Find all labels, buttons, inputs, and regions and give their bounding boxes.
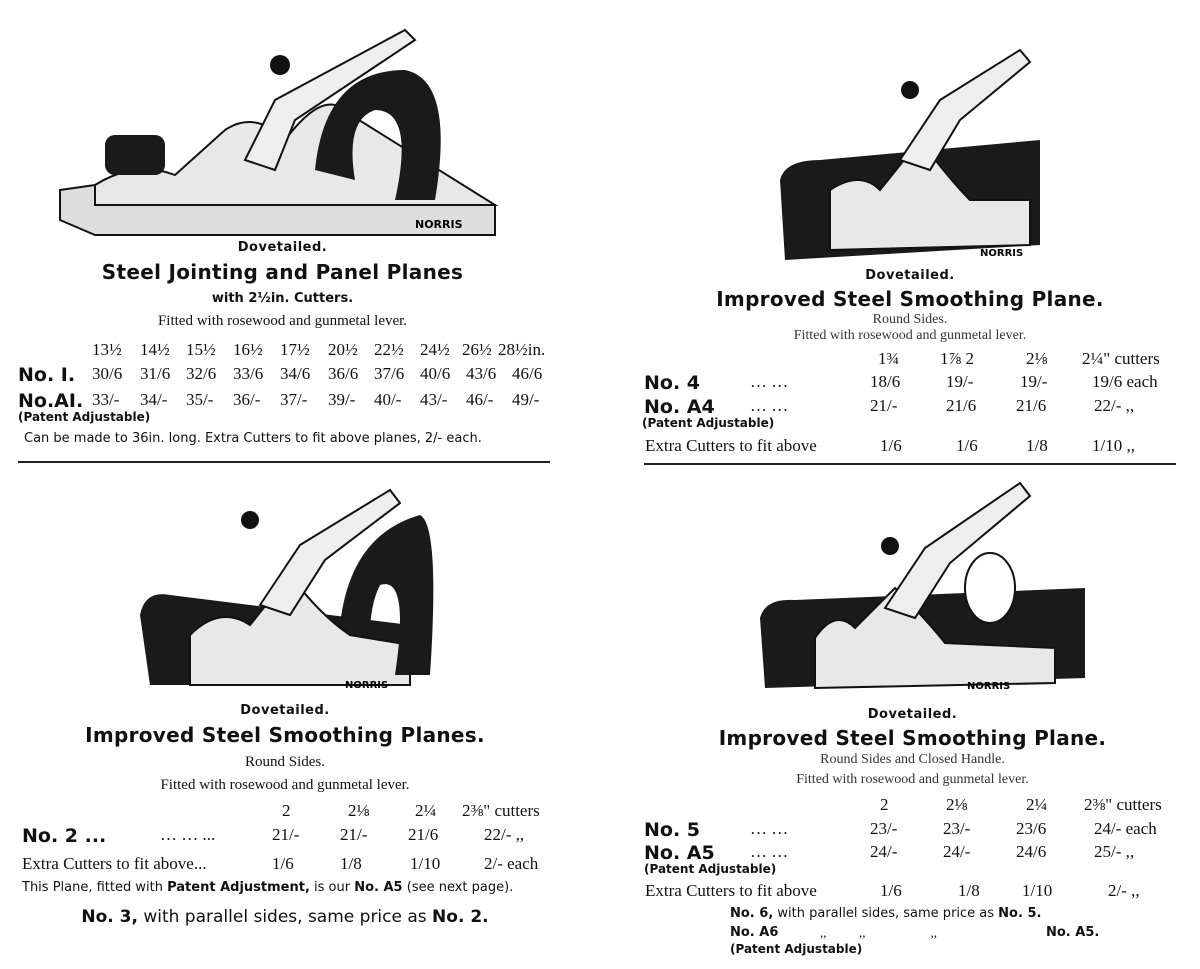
price: 1/6 [272, 854, 294, 873]
price: 23/- [943, 819, 971, 838]
row-label: No. A4 [644, 396, 715, 418]
a6-label: No. A6 [730, 925, 779, 940]
price: 23/- [870, 819, 898, 838]
price: 1/10 [410, 854, 441, 873]
row-dots: … … [750, 396, 789, 415]
price: 19/- [1020, 372, 1048, 391]
sides-note: Round Sides. [872, 312, 948, 327]
price: 43/6 [466, 364, 497, 383]
price: 34/- [140, 390, 168, 409]
note-text: This Plane, fitted with [22, 880, 168, 895]
note-ref: No. A5 [354, 880, 403, 895]
price: 40/6 [420, 364, 451, 383]
patent-note: (Patent Adjustable) [642, 416, 775, 430]
row-label: No.AI. [18, 390, 84, 412]
divider [644, 463, 1176, 465]
price: 1/6 [880, 436, 902, 455]
kicker: Dovetailed. [865, 268, 955, 283]
size: 24½ [420, 340, 450, 359]
svg-text:NORRIS: NORRIS [345, 680, 389, 691]
a6-ditto: ,, ,, ,, [820, 925, 937, 940]
size: 13½ [92, 340, 122, 359]
price: 33/- [92, 390, 120, 409]
price: 1/8 [1026, 436, 1048, 455]
a6-ref: No. A5. [1046, 925, 1100, 940]
price: 19/- [946, 372, 974, 391]
size: 22½ [374, 340, 404, 359]
size: 2⅜" cutters [462, 801, 540, 820]
kicker: Dovetailed. [237, 240, 328, 255]
note-text: with parallel sides, same price as [773, 906, 999, 921]
size: 2⅛ [1026, 349, 1048, 368]
size: 1¾ [878, 349, 900, 368]
row-dots: … … [750, 372, 789, 391]
size: 2⅛ [348, 801, 370, 820]
price: 1/8 [340, 854, 362, 873]
row-label: No. 5 [644, 819, 701, 841]
note-bold: No. 6, [730, 906, 774, 921]
fitted-note: Fitted with rosewood and gunmetal lever. [796, 772, 1029, 787]
price: 30/6 [92, 364, 123, 383]
price: 2/- ,, [1108, 881, 1140, 900]
size: 1⅞ 2 [940, 349, 974, 368]
brand-mark: NORRIS [415, 218, 463, 231]
price: 22/- ,, [484, 825, 525, 844]
row-label: Extra Cutters to fit above [645, 881, 817, 900]
size: 28½in. [498, 340, 546, 359]
section-title: Improved Steel Smoothing Planes. [85, 723, 485, 747]
price: 19/6 each [1092, 372, 1158, 391]
svg-text:NORRIS: NORRIS [967, 681, 1011, 692]
price: 43/- [420, 390, 448, 409]
patent-note: (Patent Adjustable) [18, 410, 151, 424]
size: 15½ [186, 340, 216, 359]
smoothing-plane-no5-illustration [755, 478, 1095, 698]
patent-note: (Patent Adjustable) [644, 862, 777, 876]
adjustment-note [22, 880, 513, 895]
size: 14½ [140, 340, 170, 359]
size: 2 [880, 795, 889, 814]
size: 2¼ [415, 801, 437, 820]
a6-patent-note: (Patent Adjustable) [730, 942, 863, 956]
size: 2⅛ [946, 795, 968, 814]
fitted-note: Fitted with rosewood and gunmetal lever. [160, 777, 410, 793]
smoothing-plane-no2-illustration [130, 475, 470, 695]
note-bold: No. 3, [81, 907, 138, 927]
price: 1/8 [958, 881, 980, 900]
price: 49/- [512, 390, 540, 409]
price: 34/6 [280, 364, 311, 383]
note-text: with parallel sides, same price as [137, 907, 433, 927]
row-label: No. 4 [644, 372, 701, 394]
row-dots: … … [750, 842, 789, 861]
row-dots: … … [750, 819, 789, 838]
smoothing-plane-no4-illustration [770, 40, 1050, 265]
fitted-note: Fitted with rosewood and gunmetal lever. [157, 313, 408, 329]
price: 25/- ,, [1094, 842, 1135, 861]
fitted-note: Fitted with rosewood and gunmetal lever. [793, 328, 1027, 343]
row-label: No. 2 ... [22, 825, 107, 847]
price: 35/- [186, 390, 214, 409]
price: 21/- [870, 396, 898, 415]
size: 2⅜" cutters [1084, 795, 1162, 814]
note-ref: No. 2. [432, 907, 489, 927]
price: 46/- [466, 390, 494, 409]
row-label: No. I. [18, 364, 76, 386]
sides-note: Round Sides. [244, 754, 325, 770]
kicker: Dovetailed. [240, 703, 330, 718]
price: 1/10 [1022, 881, 1053, 900]
price: 32/6 [186, 364, 217, 383]
sides-note: Round Sides and Closed Handle. [820, 752, 1005, 767]
panel-plane-illustration [55, 10, 505, 240]
note-text: is our [309, 880, 355, 895]
price: 1/6 [956, 436, 978, 455]
section-title: Steel Jointing and Panel Planes [101, 260, 464, 284]
kicker: Dovetailed. [867, 707, 958, 722]
size: 16½ [233, 340, 263, 359]
price: 21/6 [408, 825, 439, 844]
price: 22/- ,, [1094, 396, 1135, 415]
price: 21/6 [1016, 396, 1047, 415]
price: 46/6 [512, 364, 543, 383]
price: 21/6 [946, 396, 977, 415]
price: 24/- [943, 842, 971, 861]
price: 24/- each [1094, 819, 1157, 838]
row-label: No. A5 [644, 842, 715, 864]
no3-note [0, 907, 570, 927]
size: 2 [282, 801, 291, 820]
no6-note [730, 906, 1041, 921]
price: 24/- [870, 842, 898, 861]
price: 21/- [272, 825, 300, 844]
row-dots: … … ... [160, 825, 216, 844]
price: 23/6 [1016, 819, 1047, 838]
size: 17½ [280, 340, 310, 359]
note-text: (see next page). [402, 880, 514, 895]
price: 2/- each [484, 854, 539, 873]
price: 36/6 [328, 364, 359, 383]
price: 1/10 ,, [1092, 436, 1135, 455]
note-ref: No. 5. [998, 906, 1042, 921]
section-title: Improved Steel Smoothing Plane. [716, 287, 1104, 311]
price: 37/6 [374, 364, 405, 383]
price: 40/- [374, 390, 402, 409]
section-title: Improved Steel Smoothing Plane. [718, 726, 1107, 750]
note-bold: Patent Adjustment, [167, 880, 310, 895]
svg-text:NORRIS: NORRIS [980, 248, 1024, 259]
subtitle: with 2½in. Cutters. [211, 291, 354, 306]
divider [18, 461, 550, 463]
price: 21/- [340, 825, 368, 844]
price: 31/6 [140, 364, 171, 383]
size: 20½ [328, 340, 358, 359]
price: 33/6 [233, 364, 264, 383]
price: 36/- [233, 390, 261, 409]
price: 18/6 [870, 372, 901, 391]
row-label: Extra Cutters to fit above [645, 436, 817, 455]
size: 2¼ [1026, 795, 1048, 814]
size: 2¼" cutters [1082, 349, 1160, 368]
price: 1/6 [880, 881, 902, 900]
price: 37/- [280, 390, 308, 409]
size: 26½ [462, 340, 492, 359]
price: 39/- [328, 390, 356, 409]
row-label: Extra Cutters to fit above... [22, 854, 207, 873]
price: 24/6 [1016, 842, 1047, 861]
length-note: Can be made to 36in. long. Extra Cutters to fit above planes, 2/- each. [24, 431, 482, 446]
